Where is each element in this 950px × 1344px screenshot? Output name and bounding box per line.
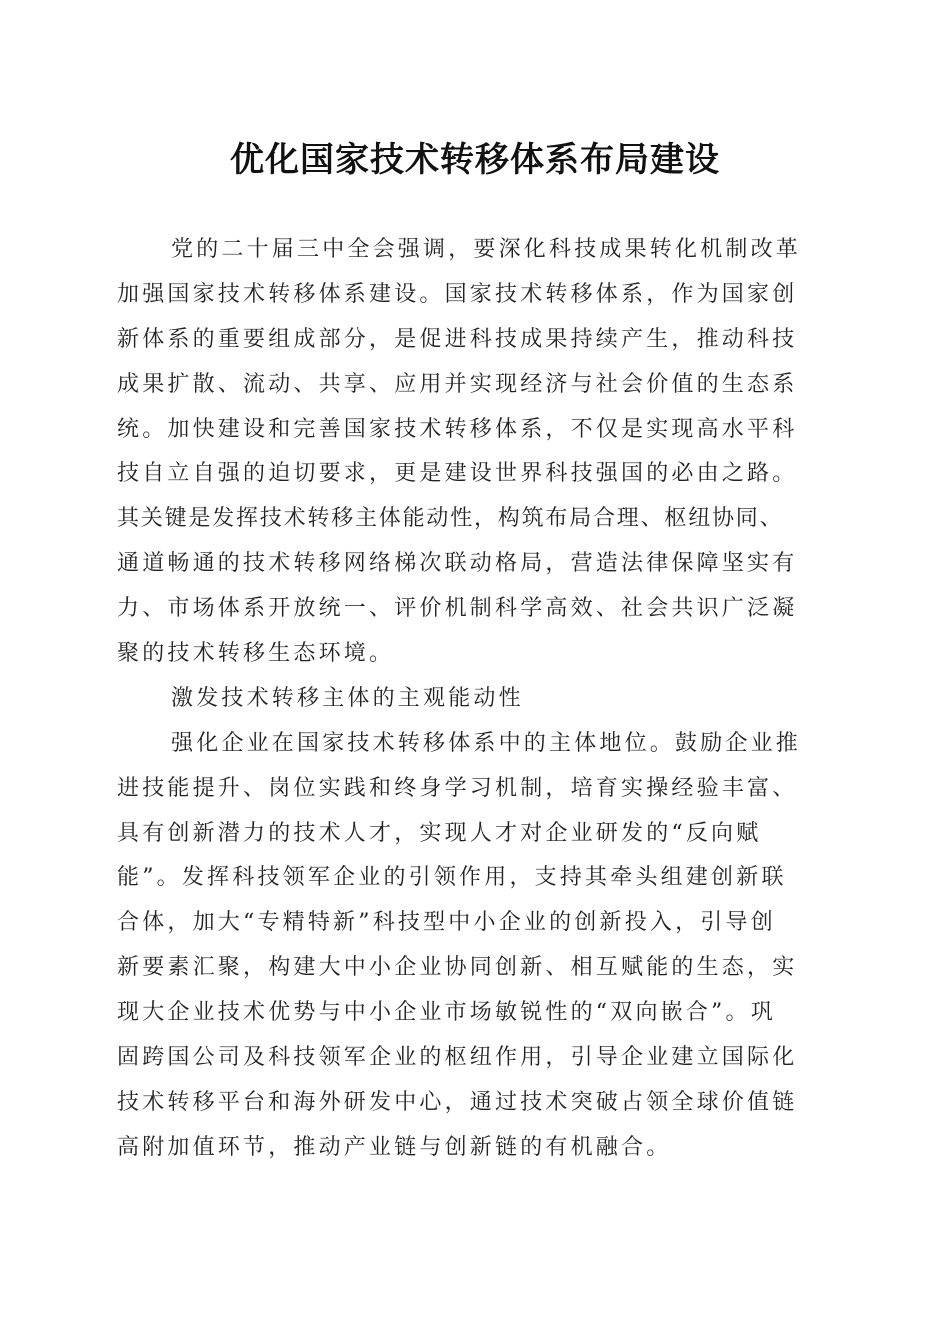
- text-line: 合体，加大“专精特新”科技型中小企业的创新投入，引导创: [117, 910, 776, 936]
- text-line: 强化企业在国家技术转移体系中的主体地位。鼓励企业推: [171, 730, 802, 756]
- text-line: 技自立自强的迫切要求，更是建设世界科技强国的必由之路。: [117, 461, 798, 487]
- paragraph-enterprise: [117, 722, 829, 1171]
- text-line: 聚的技术转移生态环境。: [117, 641, 395, 667]
- text-line: 通道畅通的技术转移网络梯次联动格局，营造法律保障坚实有: [117, 551, 798, 577]
- text-line: 加强国家技术转移体系建设。国家技术转移体系，作为国家创: [117, 281, 798, 307]
- section-heading: [117, 677, 829, 722]
- text-line: 成果扩散、流动、共享、应用并实现经济与社会价值的生态系: [117, 371, 798, 397]
- document-title: 优化国家技术转移体系布局建设: [230, 140, 720, 180]
- paragraph-intro: [117, 228, 829, 677]
- text-line: 能”。发挥科技领军企业的引领作用，支持其牵头组建创新联: [117, 865, 787, 891]
- text-line: 技术转移平台和海外研发中心，通过技术突破占领全球价值链: [117, 1089, 798, 1115]
- text-line: 进技能提升、岗位实践和终身学习机制，培育实操经验丰富、: [117, 775, 798, 801]
- text-line: 其关键是发挥技术转移主体能动性，构筑布局合理、枢纽协同、: [117, 506, 784, 532]
- text-line: 党的二十届三中全会强调，要深化科技成果转化机制改革: [171, 237, 802, 262]
- text-line: 高附加值环节，推动产业链与创新链的有机融合。: [117, 1134, 672, 1160]
- text-line: 具有创新潜力的技术人才，实现人才对企业研发的“反向赋: [117, 820, 762, 846]
- text-line: 激发技术转移主体的主观能动性: [171, 685, 524, 711]
- text-line: 新体系的重要组成部分，是促进科技成果持续产生，推动科技: [117, 326, 798, 352]
- document-body: [117, 228, 829, 1171]
- text-line: 新要素汇聚，构建大中小企业协同创新、相互赋能的生态，实: [117, 955, 798, 981]
- text-line: 力、市场体系开放统一、评价机制科学高效、社会共识广泛凝: [117, 596, 798, 622]
- text-line: 固跨国公司及科技领军企业的枢纽作用，引导企业建立国际化: [117, 1045, 798, 1071]
- text-line: 统。加快建设和完善国家技术转移体系，不仅是实现高水平科: [117, 416, 798, 442]
- text-line: 现大企业技术优势与中小企业市场敏锐性的“双向嵌合”。巩: [117, 1000, 776, 1026]
